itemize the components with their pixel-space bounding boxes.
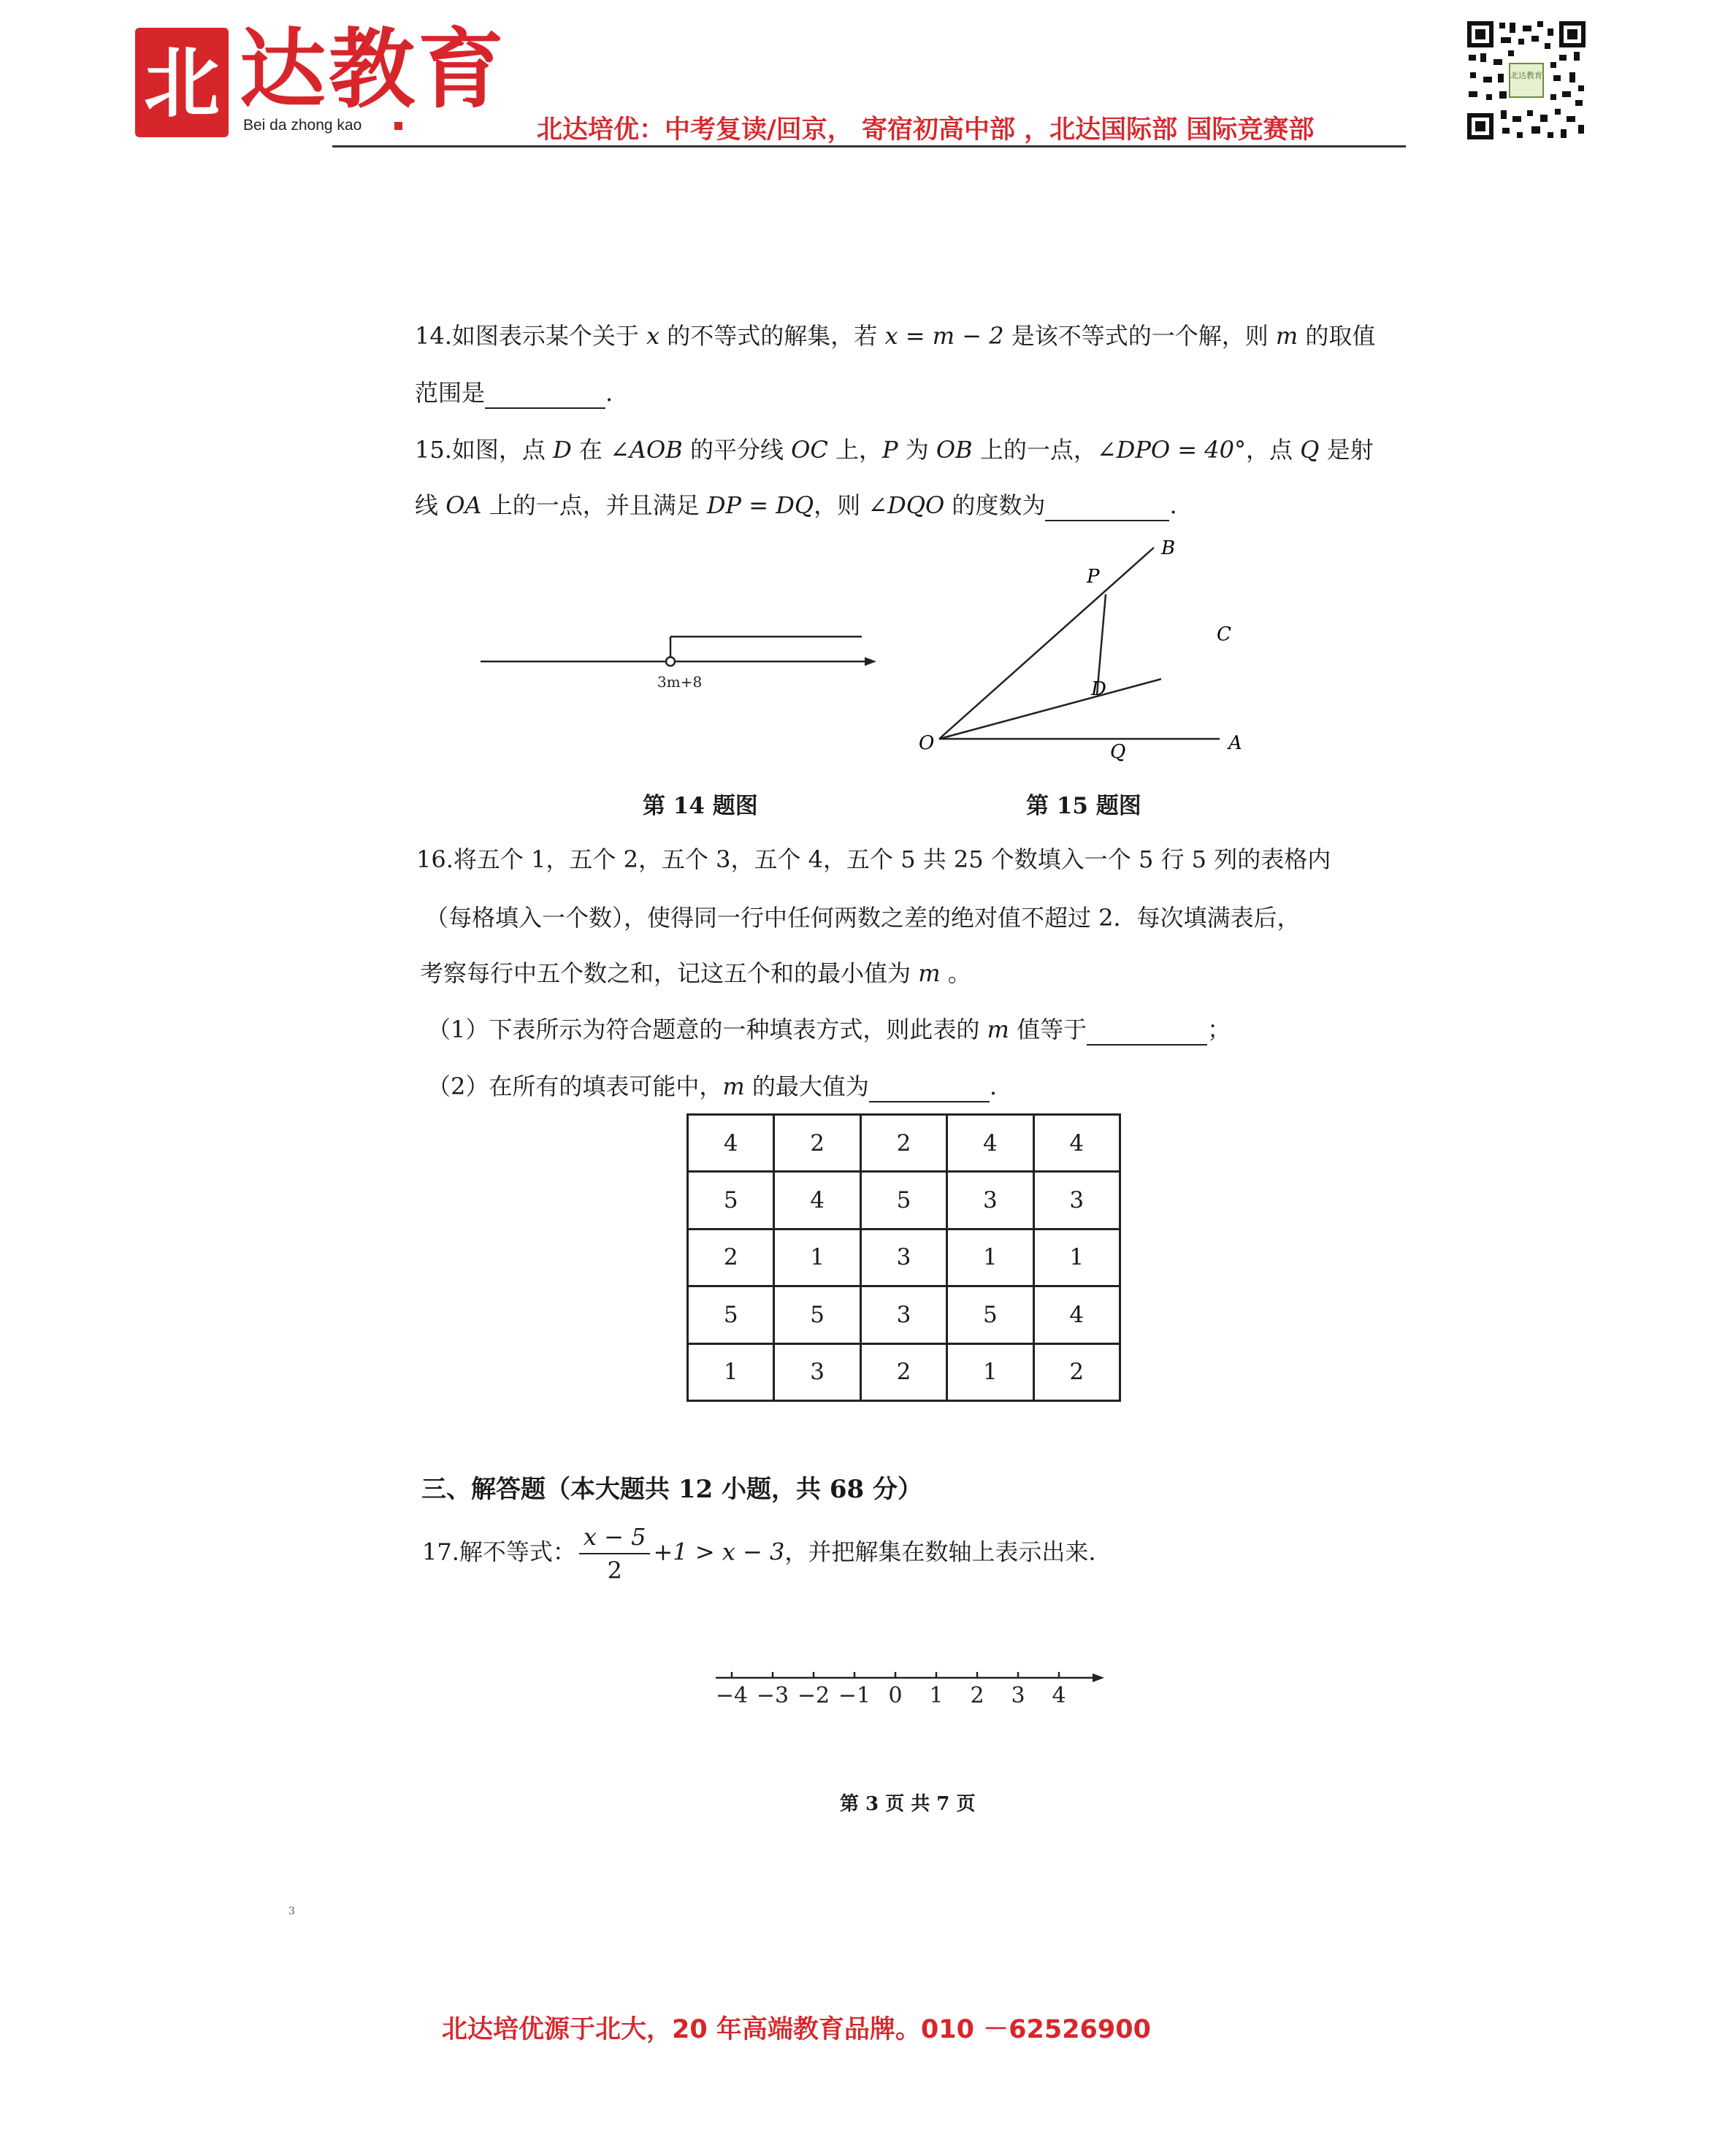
table-cell: 1 xyxy=(1033,1229,1120,1286)
table-cell: 2 xyxy=(1033,1343,1120,1400)
q16-line-1: 16.将五个 1，五个 2，五个 3，五个 4，五个 5 共 25 个数填入一个 5 行 5 列的表格内 xyxy=(416,845,1331,873)
q15-angle-aob: ∠AOB xyxy=(610,436,683,464)
footer-slogan: 北达培优源于北大，20 年高端教育品牌。010 －62526900 xyxy=(442,2015,1151,2044)
q15-var-q: Q xyxy=(1300,436,1320,464)
q14-line-2 xyxy=(415,378,613,409)
q15-text-d: 上， xyxy=(827,436,883,464)
table-cell: 3 xyxy=(947,1172,1033,1229)
q16-fill-table xyxy=(686,1113,1121,1402)
q16-part-1 xyxy=(427,1015,1231,1046)
brand-subtitle: Bei da zhong kao xyxy=(243,117,362,134)
logo-glyph: 北 xyxy=(143,38,221,128)
figure-14-point-label: 3m+8 xyxy=(657,673,703,691)
axis-tick-label: 4 xyxy=(1052,1683,1066,1708)
table-cell: 3 xyxy=(860,1229,946,1286)
q14-range-label: 范围是 xyxy=(415,379,486,407)
table-cell: 2 xyxy=(688,1229,774,1286)
q14-period: . xyxy=(605,379,613,407)
logo-badge xyxy=(135,28,229,137)
q16-part1-var-m: m xyxy=(987,1016,1009,1043)
q16-text-a: 考察每行中五个数之和，记这五个和的最小值为 xyxy=(420,959,919,987)
q17-prefix: 17.解不等式： xyxy=(422,1538,576,1566)
q15-var-oc: OC xyxy=(791,436,828,464)
table-cell: 4 xyxy=(1033,1286,1120,1343)
q16-line-2: （每格填入一个数），使得同一行中任何两数之差的绝对值不超过 2．每次填满表后， xyxy=(425,904,1301,932)
figure-14-number-line xyxy=(467,613,891,701)
q14-var-x: x xyxy=(646,322,660,350)
page-number: 第 3 页 共 7 页 xyxy=(840,1793,976,1815)
label-p: P xyxy=(1087,566,1100,588)
brand-square-mark xyxy=(394,122,402,130)
q15-var-p: P xyxy=(882,436,898,464)
table-row xyxy=(688,1286,1120,1343)
header-divider xyxy=(332,145,1406,147)
figure-15-angle-diagram xyxy=(913,533,1263,774)
q15-period: . xyxy=(1169,491,1177,519)
q14-line-1 xyxy=(415,321,1375,350)
table-cell: 4 xyxy=(774,1172,860,1229)
q15-line-2 xyxy=(415,491,1177,521)
table-cell: 4 xyxy=(947,1115,1033,1172)
qr-center-label: 北达教育 xyxy=(1510,71,1542,80)
label-b: B xyxy=(1161,537,1176,559)
q15-text-f: 上的一点， xyxy=(972,436,1097,464)
label-q: Q xyxy=(1110,741,1126,763)
axis-tick-label: 2 xyxy=(970,1683,984,1708)
q14-text-b: 的不等式的解集，若 xyxy=(659,322,885,350)
figure-14-caption: 第 14 题图 xyxy=(643,793,758,819)
table-cell: 5 xyxy=(947,1286,1033,1343)
q15-condition: ∠DPO = 40° xyxy=(1096,436,1246,464)
axis-tick-label: −4 xyxy=(715,1683,749,1708)
q14-text-c: 是该不等式的一个解，则 xyxy=(1003,322,1276,350)
q16-part2-text-a: （2）在所有的填表可能中， xyxy=(427,1073,723,1100)
section-3-title: 三、解答题（本大题共 12 小题，共 68 分） xyxy=(421,1475,922,1504)
q15-answer-blank[interactable] xyxy=(1045,491,1169,521)
table-cell: 2 xyxy=(860,1115,946,1172)
table-cell: 5 xyxy=(688,1172,774,1229)
q15-var-oa: OA xyxy=(445,491,482,519)
q15-text-c: 的平分线 xyxy=(682,436,792,464)
q15-text-g: ，点 xyxy=(1245,436,1301,464)
q17-fraction xyxy=(579,1521,651,1587)
q15-equality: DP = DQ xyxy=(706,491,814,519)
table-cell: 1 xyxy=(774,1229,860,1286)
table-cell: 1 xyxy=(688,1343,774,1400)
table-row xyxy=(688,1229,1120,1286)
q16-part1-text-b: 值等于 xyxy=(1009,1016,1087,1043)
q16-part1-answer-blank[interactable] xyxy=(1087,1015,1207,1046)
axis-tick-label: −2 xyxy=(797,1683,830,1708)
q17-number-line xyxy=(701,1657,1110,1716)
figure-15-caption: 第 15 题图 xyxy=(1026,793,1141,819)
q14-text-d: 的取值 xyxy=(1298,322,1376,350)
q15-text-k: ，则 xyxy=(814,491,868,519)
q15-text-h: 是射 xyxy=(1319,436,1374,464)
q16-part2-text-b: 的最大值为 xyxy=(744,1073,869,1100)
q16-text-b: 。 xyxy=(940,959,971,987)
table-cell: 4 xyxy=(688,1115,774,1172)
axis-tick-label: 0 xyxy=(888,1683,903,1708)
axis-tick-label: −1 xyxy=(838,1683,871,1708)
label-o: O xyxy=(919,732,935,754)
table-row xyxy=(688,1343,1120,1400)
q15-target-angle: ∠DQO xyxy=(868,491,945,519)
q17-inequality-rhs: +1 > x − 3 xyxy=(653,1538,785,1566)
table-cell: 1 xyxy=(947,1343,1033,1400)
brand-name: 达教育 xyxy=(240,18,508,120)
label-c: C xyxy=(1217,624,1231,645)
axis-tick-label: −3 xyxy=(756,1683,789,1708)
q14-text-a: 14.如图表示某个关于 xyxy=(415,322,647,350)
table-row xyxy=(688,1115,1120,1172)
table-cell: 3 xyxy=(1033,1172,1120,1229)
axis-tick-label: 1 xyxy=(929,1683,944,1708)
q16-line-3 xyxy=(420,959,971,988)
table-cell: 3 xyxy=(860,1286,946,1343)
q17-suffix: ，并把解集在数轴上表示出来. xyxy=(784,1538,1096,1566)
q15-var-ob: OB xyxy=(936,436,973,464)
table-cell: 2 xyxy=(774,1115,860,1172)
q17-line xyxy=(422,1521,1096,1587)
q17-numerator: x − 5 xyxy=(579,1521,651,1554)
scan-mark: 3 xyxy=(288,1906,295,1917)
q14-var-m: m xyxy=(1275,322,1298,350)
table-row xyxy=(688,1172,1120,1229)
q15-text-b: 在 xyxy=(571,436,611,464)
q15-text-j: 上的一点，并且满足 xyxy=(481,491,707,519)
q16-part1-semicolon: ； xyxy=(1207,1016,1231,1043)
label-d: D xyxy=(1091,678,1106,700)
table-cell: 1 xyxy=(947,1229,1033,1286)
label-a: A xyxy=(1228,732,1242,754)
q16-part2-var-m: m xyxy=(722,1073,745,1100)
q15-text-i: 线 xyxy=(415,491,446,519)
q16-part-2 xyxy=(427,1072,997,1102)
q15-text-a: 15.如图，点 xyxy=(415,436,554,464)
table-cell: 2 xyxy=(860,1343,946,1400)
q15-line-1 xyxy=(415,435,1374,464)
qr-code-icon xyxy=(1464,18,1588,142)
q15-text-l: 的度数为 xyxy=(944,491,1046,519)
table-cell: 3 xyxy=(774,1343,860,1400)
q14-expression: x = m − 2 xyxy=(884,322,1004,350)
table-cell: 5 xyxy=(774,1286,860,1343)
table-cell: 4 xyxy=(1033,1115,1120,1172)
table-cell: 5 xyxy=(688,1286,774,1343)
axis-tick-label: 3 xyxy=(1011,1683,1025,1708)
q14-answer-blank[interactable] xyxy=(485,378,605,409)
q16-part1-text-a: （1）下表所示为符合题意的一种填表方式，则此表的 xyxy=(427,1016,987,1043)
header-slogan: 北达培优：中考复读/回京， 寄宿初高中部 ，北达国际部 国际竞赛部 xyxy=(537,115,1315,145)
q17-denominator: 2 xyxy=(607,1557,622,1584)
q15-text-e: 为 xyxy=(898,436,936,464)
q16-part2-period: . xyxy=(989,1073,998,1100)
q16-part2-answer-blank[interactable] xyxy=(869,1072,990,1102)
q15-var-d: D xyxy=(553,436,572,464)
q16-var-m: m xyxy=(918,959,941,987)
table-cell: 5 xyxy=(860,1172,946,1229)
